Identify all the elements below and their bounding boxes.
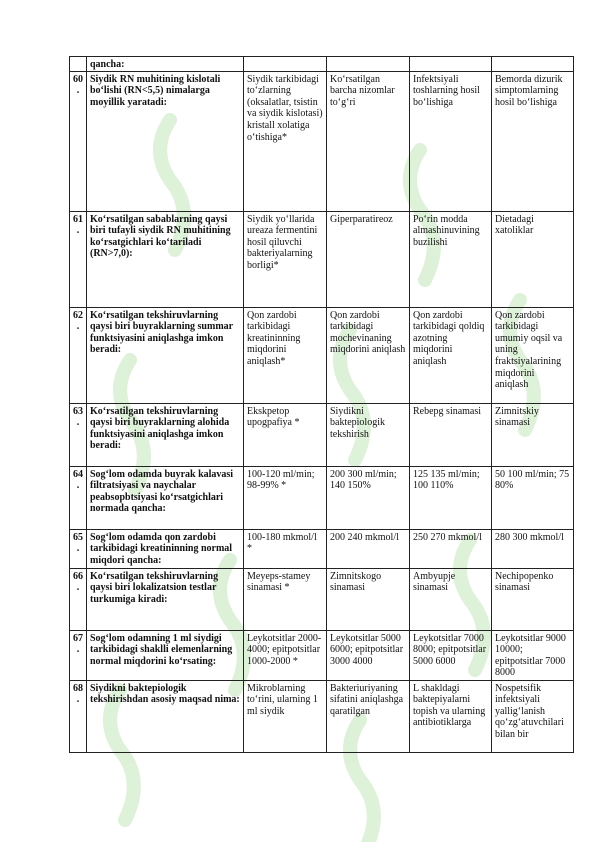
answer-option-c: Infektsiyali toshlarning hosil bo‘lishiga [410,71,492,211]
answer-option-c: Leykotsitlar 7000 8000; epitpotsitlar 5000 6000 [410,630,492,680]
answer-option-c: Qon zardobi tarkibidagi qoldiq azotning miqdorini aniqlash [410,307,492,403]
answer-option-b: Ko‘rsatilgan barcha nizomlar to‘g‘ri [327,71,410,211]
question-text: Ko‘rsatilgan tekshiruvlarning qaysi biri buyraklarning summar funktsiyasini aniqlashga imkon beradi: [87,307,244,403]
answer-option-b: Qon zardobi tarkibidagi mochevinaning miqdorini aniqlash [327,307,410,403]
answer-option-d: Bemorda dizurik simptomlarning hosil bo‘lishiga [492,71,574,211]
table-row [70,466,574,529]
answer-option-c: 250 270 mkmol/l [410,529,492,568]
table-row [70,71,574,211]
answer-option-c: Ambyupje sinamasi [410,568,492,630]
answer-option-b: Bakteriuriyaning sifatini aniqlashga qaratilgan [327,680,410,752]
question-text: Ko‘rsatilgan tekshiruvlarning qaysi biri buyraklarning alohida funktsiyasini aniqlashga imkon beradi: [87,403,244,466]
answer-option-b: Giperparatireoz [327,211,410,307]
question-text: Sog‘lom odamning 1 ml siydigi tarkibidagi shaklli elemenlarning normal miqdorini ko‘rsating: [87,630,244,680]
answer-option-b: 200 300 ml/min; 140 150% [327,466,410,529]
table-row [70,680,574,752]
answer-option-d: Dietadagi xatoliklar [492,211,574,307]
question-text: Siydikni baktepiologik tekshirishdan asosiy maqsad nima: [87,680,244,752]
answer-option-d: Leykotsitlar 9000 10000; epitpotsitlar 7000 8000 [492,630,574,680]
answer-option-a: Siydik yo‘llarida ureaza fermentini hosil qiluvchi bakteriyalarning borligi* [244,211,327,307]
question-number: 64. [70,466,87,529]
table-row [70,630,574,680]
answer-option-d [492,57,574,72]
answer-option-c: Rebepg sinamasi [410,403,492,466]
question-number: 63. [70,403,87,466]
table-row [70,568,574,630]
answer-option-c: L shakldagi baktepiyalarni topish va ularning antibiotiklarga [410,680,492,752]
answer-option-a: Mikroblarning to‘rini, ularning 1 ml siydik [244,680,327,752]
answer-option-d: 50 100 ml/min; 75 80% [492,466,574,529]
table-row [70,211,574,307]
question-table [69,56,574,753]
answer-option-b: Siydikni baktepiologik tekshirish [327,403,410,466]
answer-option-b: Leykotsitlar 5000 6000; epitpotsitlar 3000 4000 [327,630,410,680]
question-text: Sog‘lom odamda buyrak kalavasi filtratsiyasi va naychalar peabsopbtsiyasi ko‘rsatgichlari normada qancha: [87,466,244,529]
answer-option-a: Siydik tarkibidagi to‘zlarning (oksalatlar, tsistin va siydik kislotasi) kristall xolatiga o‘tishiga* [244,71,327,211]
answer-option-c: 125 135 ml/min; 100 110% [410,466,492,529]
question-number [70,57,87,72]
question-text: Ko‘rsatilgan tekshiruvlarning qaysi biri lokalizatsion testlar turkumiga kiradi: [87,568,244,630]
answer-option-b: 200 240 mkmol/l [327,529,410,568]
answer-option-a: 100-120 ml/min; 98-99% * [244,466,327,529]
question-text: Sog‘lom odamda qon zardobi tarkibidagi kreatininning normal miqdori qancha: [87,529,244,568]
answer-option-b: Zimnitskogo sinamasi [327,568,410,630]
answer-option-d: Nechipopenko sinamasi [492,568,574,630]
question-number: 68. [70,680,87,752]
question-text: qancha: [87,57,244,72]
question-number: 62. [70,307,87,403]
answer-option-d: Qon zardobi tarkibidagi umumiy oqsil va uning fraktsiyalarining miqdorini aniqlash [492,307,574,403]
question-text: Siydik RN muhitining kislotali bo‘lishi (RN<5,5) nimalarga moyillik yaratadi: [87,71,244,211]
answer-option-a: Leykotsitlar 2000-4000; epitpotsitlar 1000-2000 * [244,630,327,680]
table-row [70,57,574,72]
answer-option-a: Ekskpetop upogpafiya * [244,403,327,466]
answer-option-a: 100-180 mkmol/l * [244,529,327,568]
answer-option-a: Qon zardobi tarkibidagi kreatininning miqdorini aniqlash* [244,307,327,403]
answer-option-d: Nospetsifik infektsiyali yallig‘lanish qo‘zg‘atuvchilari bilan bir [492,680,574,752]
question-number: 60. [70,71,87,211]
answer-option-d: Zimnitskiy sinamasi [492,403,574,466]
answer-option-d: 280 300 mkmol/l [492,529,574,568]
table-row [70,403,574,466]
table-row [70,529,574,568]
question-number: 61. [70,211,87,307]
answer-option-c [410,57,492,72]
question-number: 67. [70,630,87,680]
question-text: Ko‘rsatilgan sabablarning qaysi biri tufayli siydik RN muhitining ko‘rsatgichlari ko‘tariladi (RN>7,0): [87,211,244,307]
answer-option-b [327,57,410,72]
answer-option-a: Meyeps-stamey sinamasi * [244,568,327,630]
table-row [70,307,574,403]
question-number: 65. [70,529,87,568]
answer-option-c: Po‘rin modda almashinuvining buzilishi [410,211,492,307]
question-number: 66. [70,568,87,630]
answer-option-a [244,57,327,72]
